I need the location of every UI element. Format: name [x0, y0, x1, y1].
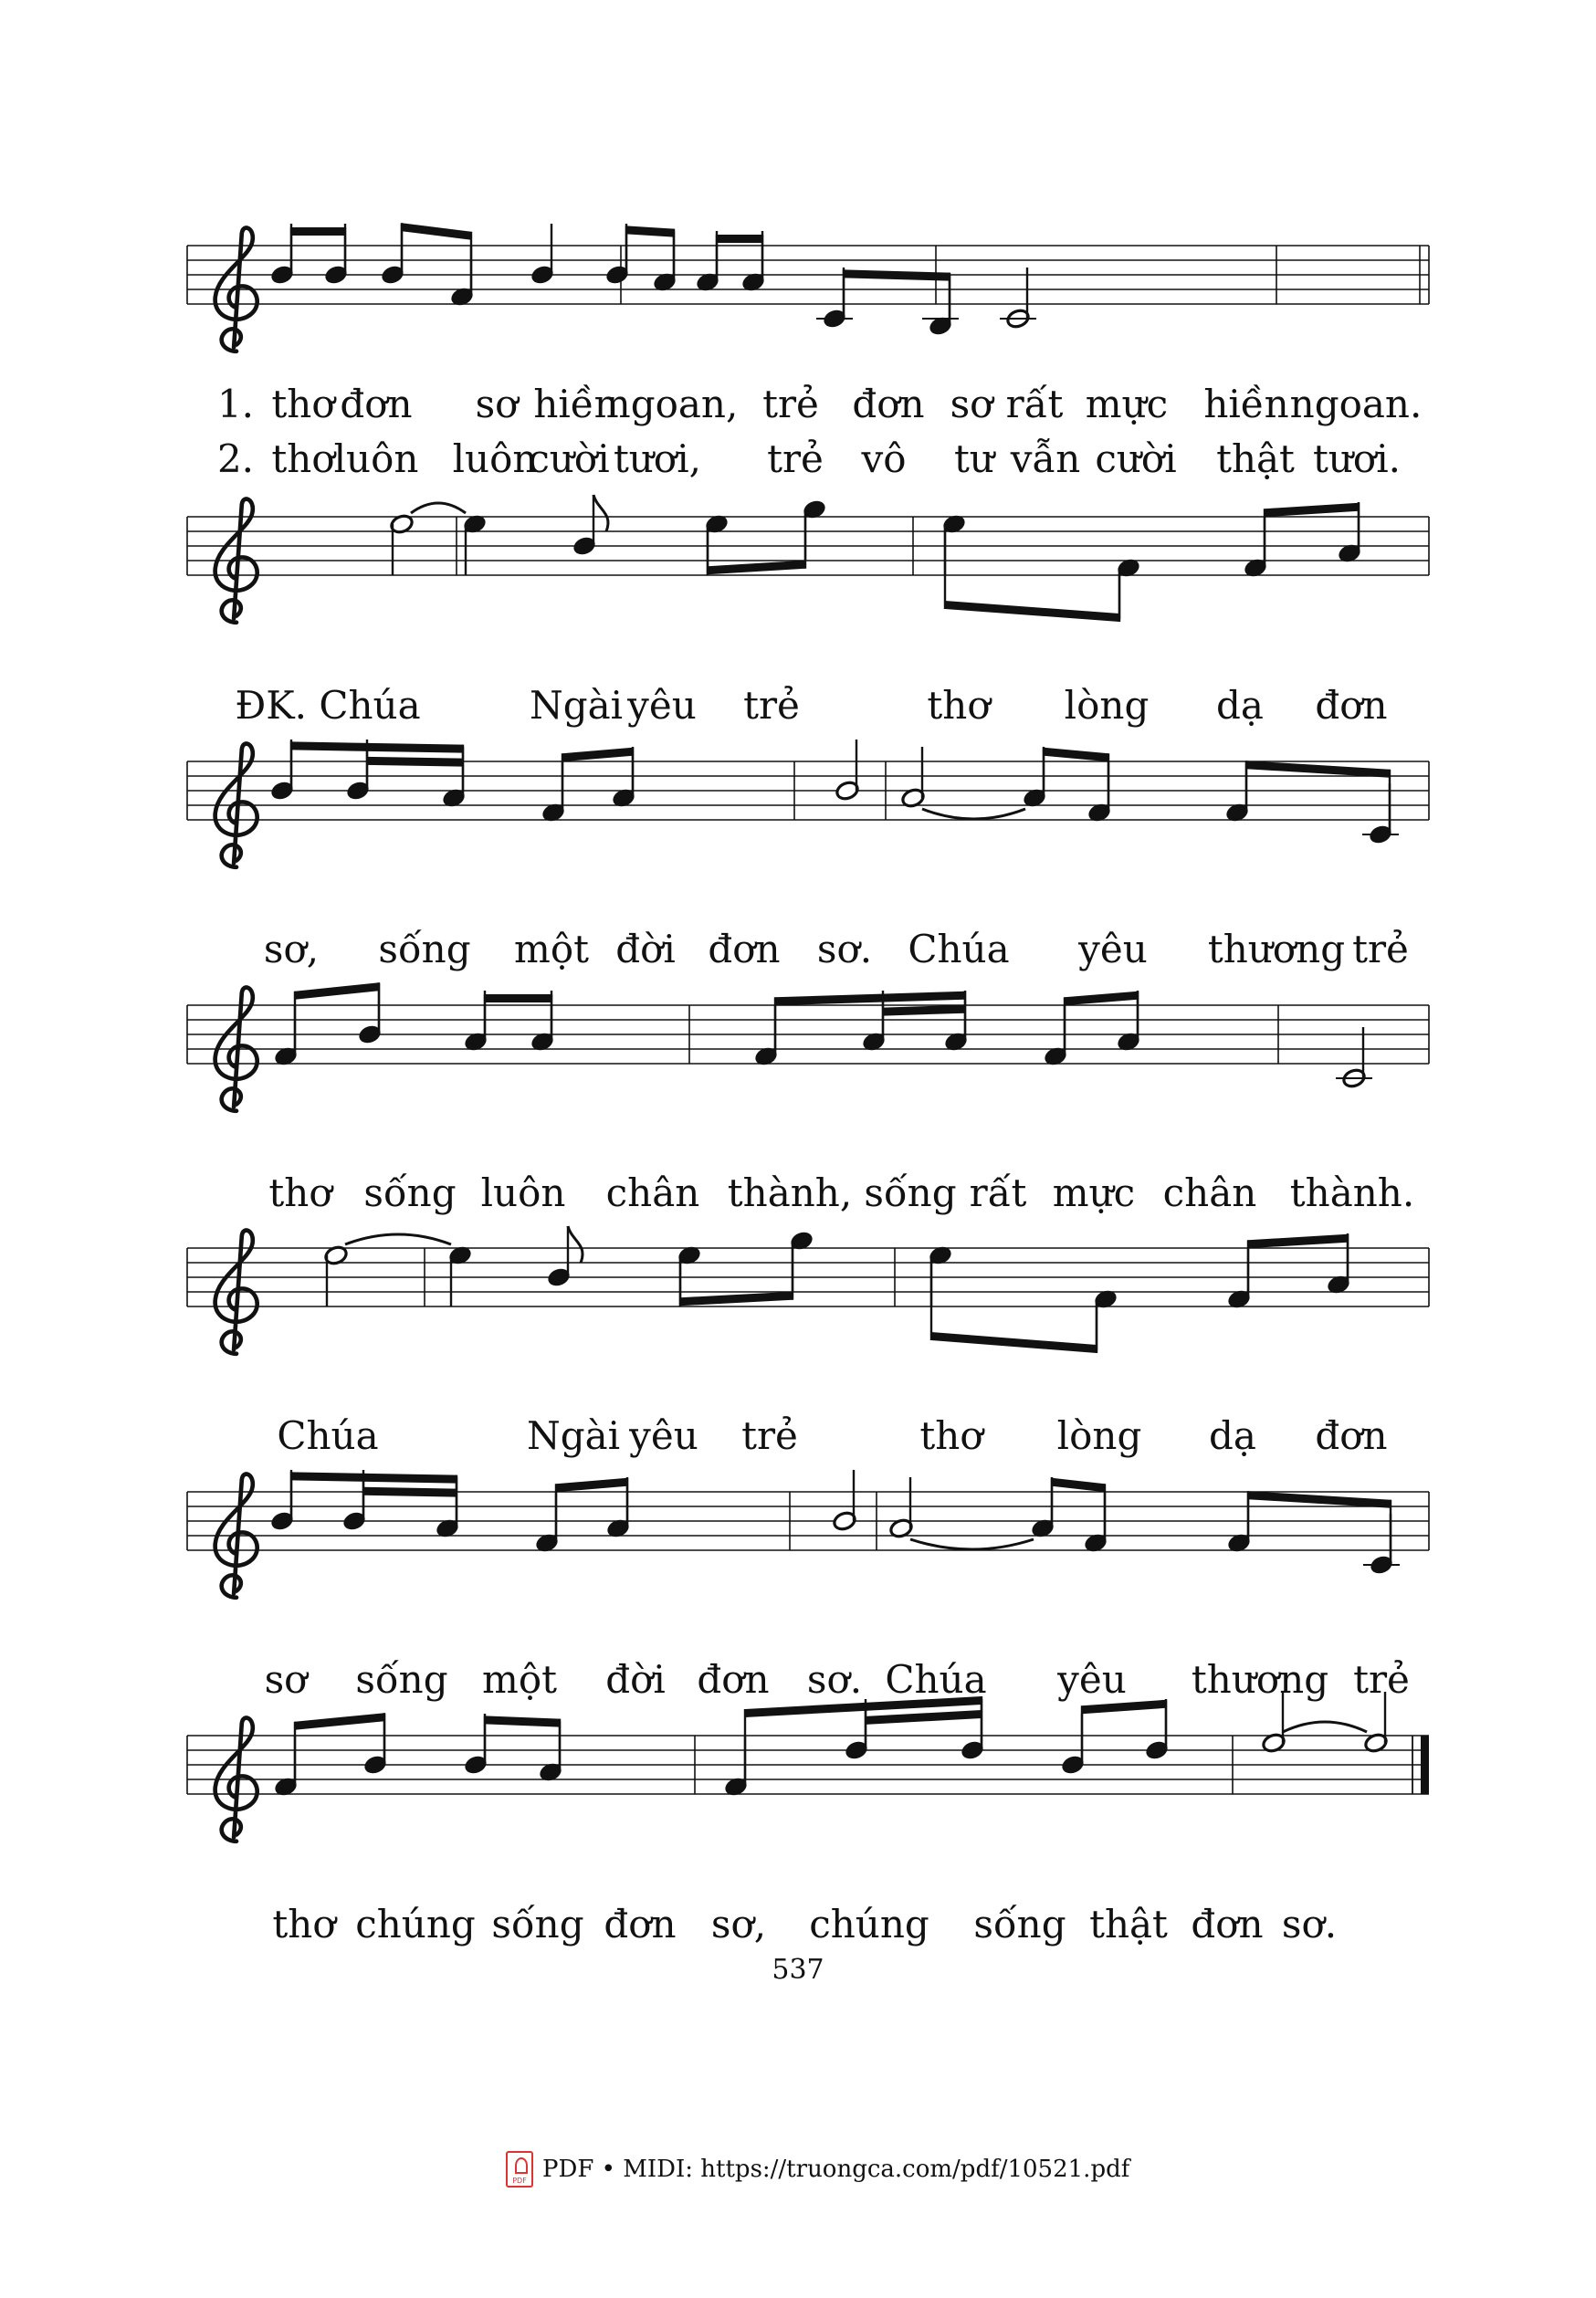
lyric-syllable: sống [355, 1657, 448, 1702]
beam [291, 741, 463, 752]
beam [945, 601, 1119, 622]
lyric-syllable: trẻ [1353, 1657, 1410, 1702]
lyric-syllable: thơ [268, 1170, 332, 1215]
lyric-syllable: sơ [950, 382, 993, 426]
lyric-syllable: đơn [697, 1657, 770, 1702]
lyric-syllable: sơ, [710, 1902, 767, 1946]
lyric-syllable: rất [969, 1170, 1027, 1215]
lyric-syllable: thơ [919, 1413, 983, 1458]
lyric-syllable: thật [1089, 1902, 1168, 1946]
lyric-syllable: Chúa [908, 927, 1010, 971]
beam-secondary [866, 1710, 982, 1725]
lyric-syllable: sơ, [263, 927, 320, 971]
lyric-syllable: thơ [272, 1902, 336, 1946]
lyric-syllable: luôn [333, 436, 419, 481]
pdf-file-icon [506, 2151, 533, 2188]
lyric-syllable: cười [528, 436, 610, 481]
beam [931, 1332, 1097, 1353]
note-flag [568, 1226, 583, 1263]
lyric-syllable: yêu [629, 1413, 698, 1458]
lyric-syllable: mực [1085, 382, 1169, 426]
lyric-syllable: Ngài [526, 1413, 621, 1458]
lyric-syllable: cười [1095, 436, 1177, 481]
lyric-syllable: thơ [271, 436, 335, 481]
beam [626, 226, 674, 236]
tie [1283, 1722, 1367, 1732]
lyric-syllable: yêu [627, 683, 697, 728]
beam [680, 1292, 793, 1306]
lyric-syllable: sơ. [816, 927, 873, 971]
lyric-syllable: đời [615, 927, 676, 971]
beam [485, 994, 551, 1002]
lyric-syllable: Chúa [885, 1657, 987, 1702]
lyric-syllable: hiền [533, 382, 619, 426]
lyric-syllable: dạ [1216, 683, 1264, 728]
lyric-syllable: đơn [708, 927, 781, 971]
beam [1248, 1234, 1348, 1248]
beam [485, 1716, 560, 1726]
lyric-syllable: thành, [727, 1170, 853, 1215]
lyric-syllable: trẻ [762, 382, 819, 426]
lyric-syllable: sống [864, 1170, 957, 1215]
page-number: 537 [772, 1954, 824, 1986]
lyric-syllable: đơn [1315, 1413, 1388, 1458]
lyric-syllable: chúng [809, 1902, 929, 1946]
lyric-syllable: thật [1216, 436, 1295, 481]
verse-number: 1. [216, 382, 255, 426]
lyric-syllable: sơ. [806, 1657, 863, 1702]
lyric-syllable: Chúa [277, 1413, 379, 1458]
verse-number: 2. [216, 436, 255, 481]
lyric-syllable: tươi. [1313, 436, 1401, 481]
lyric-syllable: vẫn [1010, 436, 1081, 481]
beam-secondary [367, 757, 463, 767]
footer-link[interactable] [506, 2149, 1129, 2189]
beam-secondary [883, 1005, 965, 1016]
lyric-syllable: trẻ [1352, 927, 1409, 971]
lyric-syllable: luôn [452, 436, 538, 481]
beam [1246, 761, 1390, 778]
lyric-syllable: đơn [1315, 683, 1388, 728]
lyric-syllable: ngoan. [1289, 382, 1423, 426]
lyric-syllable: chân [1162, 1170, 1257, 1215]
lyric-syllable: thơ [927, 683, 991, 728]
lyric-syllable: sống [491, 1902, 584, 1946]
beam [717, 235, 762, 243]
lyric-syllable: trẻ [741, 1413, 798, 1458]
lyric-syllable: lòng [1064, 683, 1150, 728]
lyric-syllable: trẻ [743, 683, 800, 728]
lyric-syllable: đơn [604, 1902, 677, 1946]
beam [844, 269, 950, 280]
lyric-syllable: yêu [1078, 927, 1148, 971]
beam [775, 992, 965, 1005]
lyric-syllable: hiền [1203, 382, 1289, 426]
beam [556, 1478, 627, 1492]
lyric-syllable: dạ [1209, 1413, 1256, 1458]
tie [922, 809, 1025, 819]
lyric-syllable: ngoan, [605, 382, 739, 426]
lyric-syllable: trẻ [767, 436, 824, 481]
lyric-syllable: đời [605, 1657, 666, 1702]
lyric-syllable: lòng [1056, 1413, 1142, 1458]
lyric-syllable: luôn [480, 1170, 566, 1215]
beam [1082, 1700, 1166, 1714]
lyric-syllable: thành. [1289, 1170, 1415, 1215]
lyric-syllable: tư [954, 436, 994, 481]
lyric-syllable: thơ [271, 382, 335, 426]
beam [291, 227, 345, 236]
lyric-syllable: đơn [852, 382, 925, 426]
tie [345, 1234, 451, 1244]
lyric-syllable: mực [1052, 1170, 1136, 1215]
beam [402, 223, 471, 240]
lyric-syllable: rất [1005, 382, 1064, 426]
lyric-syllable: tươi, [614, 436, 701, 481]
lyric-syllable: thương [1191, 1657, 1329, 1702]
lyric-syllable: chúng [355, 1902, 476, 1946]
lyric-syllable: sơ. [1281, 1902, 1338, 1946]
beam [1044, 748, 1108, 761]
lyric-syllable: một [482, 1657, 557, 1702]
lyric-syllable: sơ [475, 382, 519, 426]
lyric-syllable: sống [973, 1902, 1066, 1946]
lyric-syllable: sống [363, 1170, 457, 1215]
lyric-syllable: yêu [1057, 1657, 1127, 1702]
beam [1052, 1478, 1105, 1492]
final-barline-thick [1421, 1736, 1429, 1794]
beam [562, 748, 633, 761]
beam [291, 1472, 457, 1483]
tie [411, 503, 466, 513]
lyric-syllable: đơn [340, 382, 413, 426]
beam-secondary [363, 1487, 457, 1497]
footer-text: PDF • MIDI: https://truongca.com/pdf/10521.pdf [542, 2156, 1130, 2183]
beam [1248, 1491, 1391, 1508]
lyric-syllable: thương [1207, 927, 1346, 971]
beam [295, 982, 379, 1000]
lyric-syllable: đơn [1191, 1902, 1264, 1946]
beam [1265, 503, 1359, 517]
beam [1065, 992, 1138, 1005]
lyric-syllable: một [514, 927, 589, 971]
beam [708, 561, 805, 574]
lyric-syllable: sơ [264, 1657, 308, 1702]
tie [910, 1539, 1034, 1549]
lyric-syllable: chân [605, 1170, 700, 1215]
lyric-syllable: ĐK. Chúa [235, 683, 421, 728]
note-flag [593, 495, 608, 531]
beam [295, 1713, 384, 1730]
lyric-syllable: vô [861, 436, 907, 481]
lyric-syllable: Ngài [529, 683, 624, 728]
lyric-syllable: sống [378, 927, 471, 971]
